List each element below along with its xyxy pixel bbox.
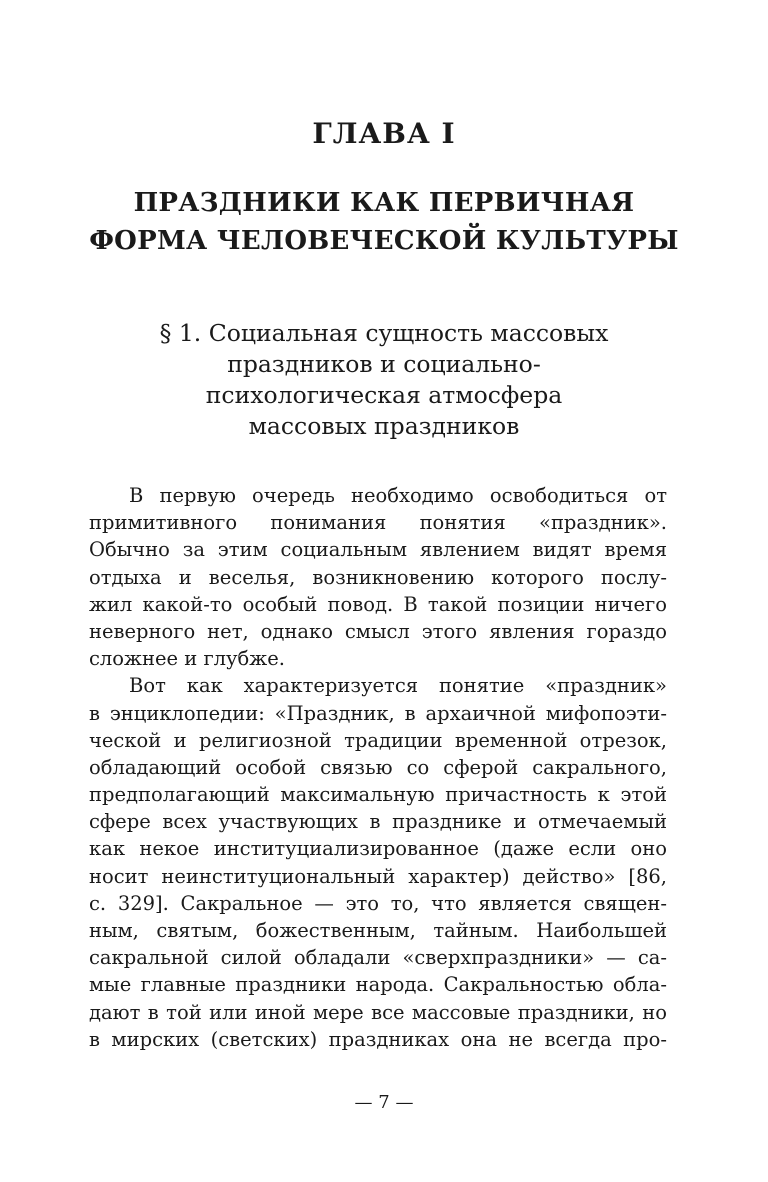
section-title-line: психологическая атмосфера (205, 381, 563, 409)
paragraph-2-line: с. 329]. Сакральное — это то, что является священ- (89, 891, 667, 915)
paragraph-2-line: сфере всех участвующих в празднике и отмечаемый (89, 810, 667, 834)
paragraph-2-line: в мирских (светских) праздниках она не всегда про- (89, 1027, 667, 1051)
paragraph-2-line: носит неинституциональный характер) действо» [86, (89, 864, 667, 888)
paragraph-2-line: ным, святым, божественным, тайным. Наибольшей (89, 919, 667, 942)
paragraph-2-line: мые главные праздники народа. Сакральностью обла- (89, 973, 667, 997)
paragraph-2-line: обладающий особой связью со сферой сакрального, (89, 755, 667, 779)
section-title-line: § 1. Социальная сущность массовых (159, 319, 609, 347)
paragraph-2-line: сакральной силой обладали «сверхпраздники» — са- (89, 946, 667, 970)
paragraph-2-line: как некое институциализированное (даже если оно (89, 837, 667, 861)
page-number: — 7 — (354, 1092, 414, 1113)
paragraph-2-line: в энциклопедии: «Праздник, в архаичной мифопоэти- (89, 701, 667, 725)
paragraph-1-line: жил какой-то особый повод. В такой позиции ничего (89, 592, 667, 616)
paragraph-1-line: В первую очередь необходимо освободиться от (129, 484, 667, 507)
chapter-label: ГЛАВА I (312, 117, 456, 150)
paragraph-2-line: дают в той или иной мере все массовые праздники, но (89, 1000, 667, 1024)
chapter-title-line: ФОРМА ЧЕЛОВЕЧЕСКОЙ КУЛЬТУРЫ (89, 226, 679, 256)
paragraph-1-line: отдыха и веселья, возникновению которого послу- (89, 565, 667, 589)
paragraph-2-line: ческой и религиозной традиции временной отрезок, (89, 728, 667, 752)
body-text (89, 482, 667, 1053)
paragraph-1-line: неверного нет, однако смысл этого явления гораздо (89, 619, 667, 643)
paragraph-2-line: предполагающий максимальную причастность к этой (89, 783, 667, 807)
chapter-title-line: ПРАЗДНИКИ КАК ПЕРВИЧНАЯ (133, 188, 635, 218)
paragraph-2-line: Вот как характеризуется понятие «праздник» (129, 674, 667, 698)
paragraph-1-line: сложнее и глубже. (89, 647, 285, 671)
section-title (80, 318, 688, 442)
section-title-line: праздников и социально- (227, 350, 541, 378)
section-title-line: массовых праздников (248, 412, 520, 440)
chapter-title (60, 184, 708, 260)
paragraph-1-line: примитивного понимания понятия «праздник». (89, 511, 667, 535)
paragraph-1-line: Обычно за этим социальным явлением видят время (89, 538, 667, 562)
